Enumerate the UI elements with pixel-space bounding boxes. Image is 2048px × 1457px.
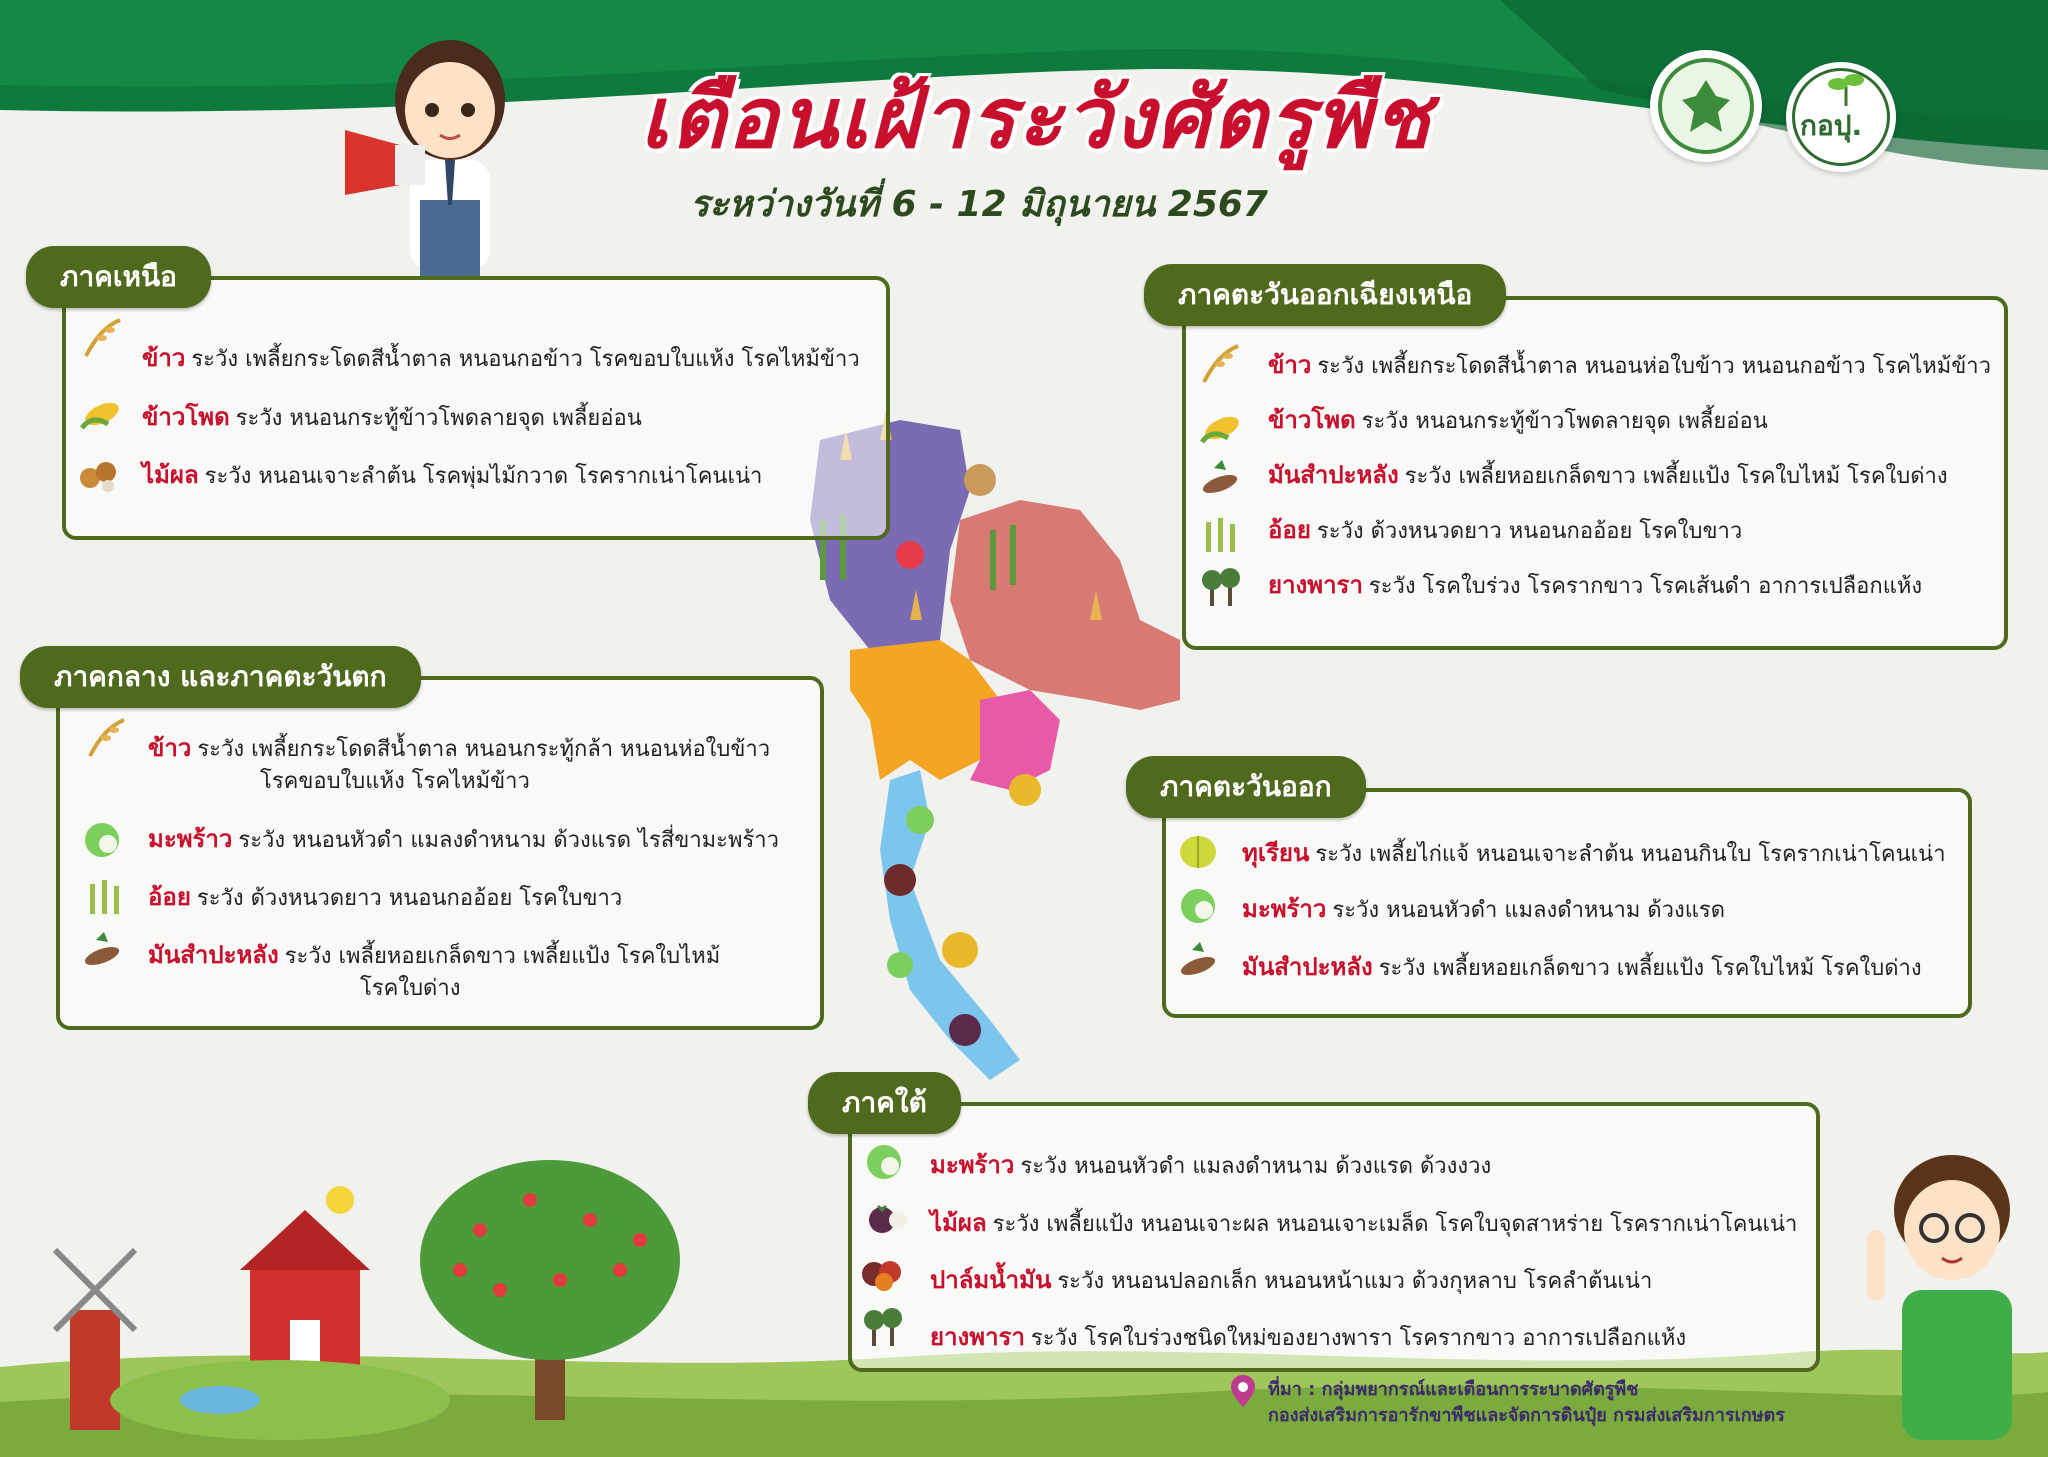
fruit-tree-illustration	[400, 1150, 700, 1430]
rubber-icon	[1200, 566, 1244, 606]
northeast-row-5: ยางพารา ระวัง โรคใบร่วง โรครากขาว โรคเส้นดำ อาการเปลือกแห้ง	[1268, 571, 1923, 599]
sugarcane-icon	[82, 874, 126, 914]
map-region-east	[970, 690, 1060, 790]
south-row-2: ไม้ผล ระวัง เพลี้ยแป้ง หนอนเจาะผล หนอนเจาะเมล็ด โรคใบจุดสาหร่าย โรครากเน่าโคนเน่า	[930, 1209, 1798, 1237]
south-region-label: ภาคใต้	[808, 1072, 961, 1134]
cassava-icon	[78, 930, 122, 970]
south-row-3: ปาล์มน้ำมัน ระวัง หนอนปลอกเล็ก หนอนหน้าแมว ด้วงกุหลาบ โรคลำต้นเน่า	[930, 1266, 1653, 1294]
corn-icon	[78, 394, 122, 434]
source-line-2: กองส่งเสริมการอารักขาพืชและจัดการดินปุ๋ย กรมส่งเสริมการเกษตร	[1268, 1405, 1785, 1426]
page-title: เตือนเฝ้าระวังศัตรูพืช	[640, 69, 1433, 167]
map-region-northeast	[950, 500, 1180, 710]
east-region-label: ภาคตะวันออก	[1126, 756, 1366, 818]
ministry-logo	[1650, 50, 1762, 162]
sugarcane-icon	[1198, 512, 1242, 552]
kopu-logo	[1786, 62, 1896, 172]
south-row-4: ยางพารา ระวัง โรคใบร่วงชนิดใหม่ของยางพารา โรครากขาว อาการเปลือกแห้ง	[930, 1323, 1687, 1351]
central-row-3: อ้อย ระวัง ด้วงหนวดยาว หนอนกออ้อย โรคใบขาว	[148, 883, 623, 911]
northeast-row-3: มันสำปะหลัง ระวัง เพลี้ยหอยเกล็ดขาว เพลี้ยแป้ง โรคใบไหม้ โรคใบด่าง	[1268, 461, 1948, 489]
boy-pointing-illustration	[1852, 1140, 2042, 1440]
south-row-1: มะพร้าว ระวัง หนอนหัวดำ แมลงดำหนาม ด้วงแรด ด้วงงวง	[930, 1151, 1492, 1179]
source-line-1: ที่มา : กลุ่มพยากรณ์และเตือนการระบาดศัตรูพืช	[1268, 1379, 1639, 1400]
central-region-label: ภาคกลาง และภาคตะวันตก	[20, 646, 421, 708]
cassava-icon	[1196, 458, 1240, 498]
rice-icon	[1198, 344, 1242, 384]
emblem-icon	[1680, 78, 1732, 134]
girl-megaphone-illustration	[340, 20, 560, 280]
fruit-icon	[76, 452, 120, 492]
location-pin-icon	[1230, 1373, 1256, 1409]
northeast-row-1: ข้าว ระวัง เพลี้ยกระโดดสีน้ำตาล หนอนห่อใบข้าว หนอนกอข้าว โรคไหม้ข้าว	[1268, 351, 1991, 379]
north-row-2: ข้าวโพด ระวัง หนอนกระทู้ข้าวโพดลายจุด เพลี้ยอ่อน	[142, 403, 642, 431]
rice-icon	[84, 718, 128, 758]
east-row-2: มะพร้าว ระวัง หนอนหัวดำ แมลงดำหนาม ด้วงแรด	[1242, 895, 1725, 923]
sprout-icon	[1826, 72, 1866, 106]
cassava-icon	[1174, 940, 1218, 980]
coconut-icon	[1176, 886, 1220, 926]
northeast-region-label: ภาคตะวันออกเฉียงเหนือ	[1144, 264, 1506, 326]
north-row-3: ไม้ผล ระวัง หนอนเจาะลำต้น โรคพุ่มไม้กวาด โรครากเน่าโคนเน่า	[142, 461, 763, 489]
east-row-1: ทุเรียน ระวัง เพลี้ยไก่แจ้ หนอนเจาะลำต้น หนอนกินใบ โรครากเน่าโคนเน่า	[1242, 839, 1946, 867]
north-region-label: ภาคเหนือ	[26, 246, 211, 308]
northeast-row-4: อ้อย ระวัง ด้วงหนวดยาว หนอนกออ้อย โรคใบขาว	[1268, 516, 1743, 544]
north-row-1: ข้าว ระวัง เพลี้ยกระโดดสีน้ำตาล หนอนกอข้าว โรคขอบใบแห้ง โรคไหม้ข้าว	[142, 344, 860, 372]
central-row-4: มันสำปะหลัง ระวัง เพลี้ยหอยเกล็ดขาว เพลี้ยแป้ง โรคใบไหม้ โรคใบด่าง	[148, 941, 721, 1001]
coconut-icon	[862, 1142, 906, 1182]
mangosteen-icon	[866, 1198, 910, 1238]
source-credit	[1268, 1377, 1785, 1429]
coconut-icon	[80, 820, 124, 860]
central-row-1: ข้าว ระวัง เพลี้ยกระโดดสีน้ำตาล หนอนกระทู้กล้า หนอนห่อใบข้าว โรคขอบใบแห้ง โรคไหม้ข้าว	[148, 734, 771, 794]
corn-icon	[1198, 408, 1242, 448]
durian-icon	[1176, 830, 1220, 870]
rubber-icon	[862, 1306, 906, 1346]
palm-icon	[860, 1252, 904, 1292]
rice-icon	[80, 318, 124, 358]
date-range: ระหว่างวันที่ 6 - 12 มิถุนายน 2567	[690, 184, 1268, 225]
kopu-logo-text: กอปุ.	[1800, 109, 1863, 142]
east-row-3: มันสำปะหลัง ระวัง เพลี้ยหอยเกล็ดขาว เพลี้ยแป้ง โรคใบไหม้ โรคใบด่าง	[1242, 953, 1922, 981]
central-row-2: มะพร้าว ระวัง หนอนหัวดำ แมลงดำหนาม ด้วงแรด ไรสี่ขามะพร้าว	[148, 825, 780, 853]
northeast-row-2: ข้าวโพด ระวัง หนอนกระทู้ข้าวโพดลายจุด เพลี้ยอ่อน	[1268, 406, 1768, 434]
